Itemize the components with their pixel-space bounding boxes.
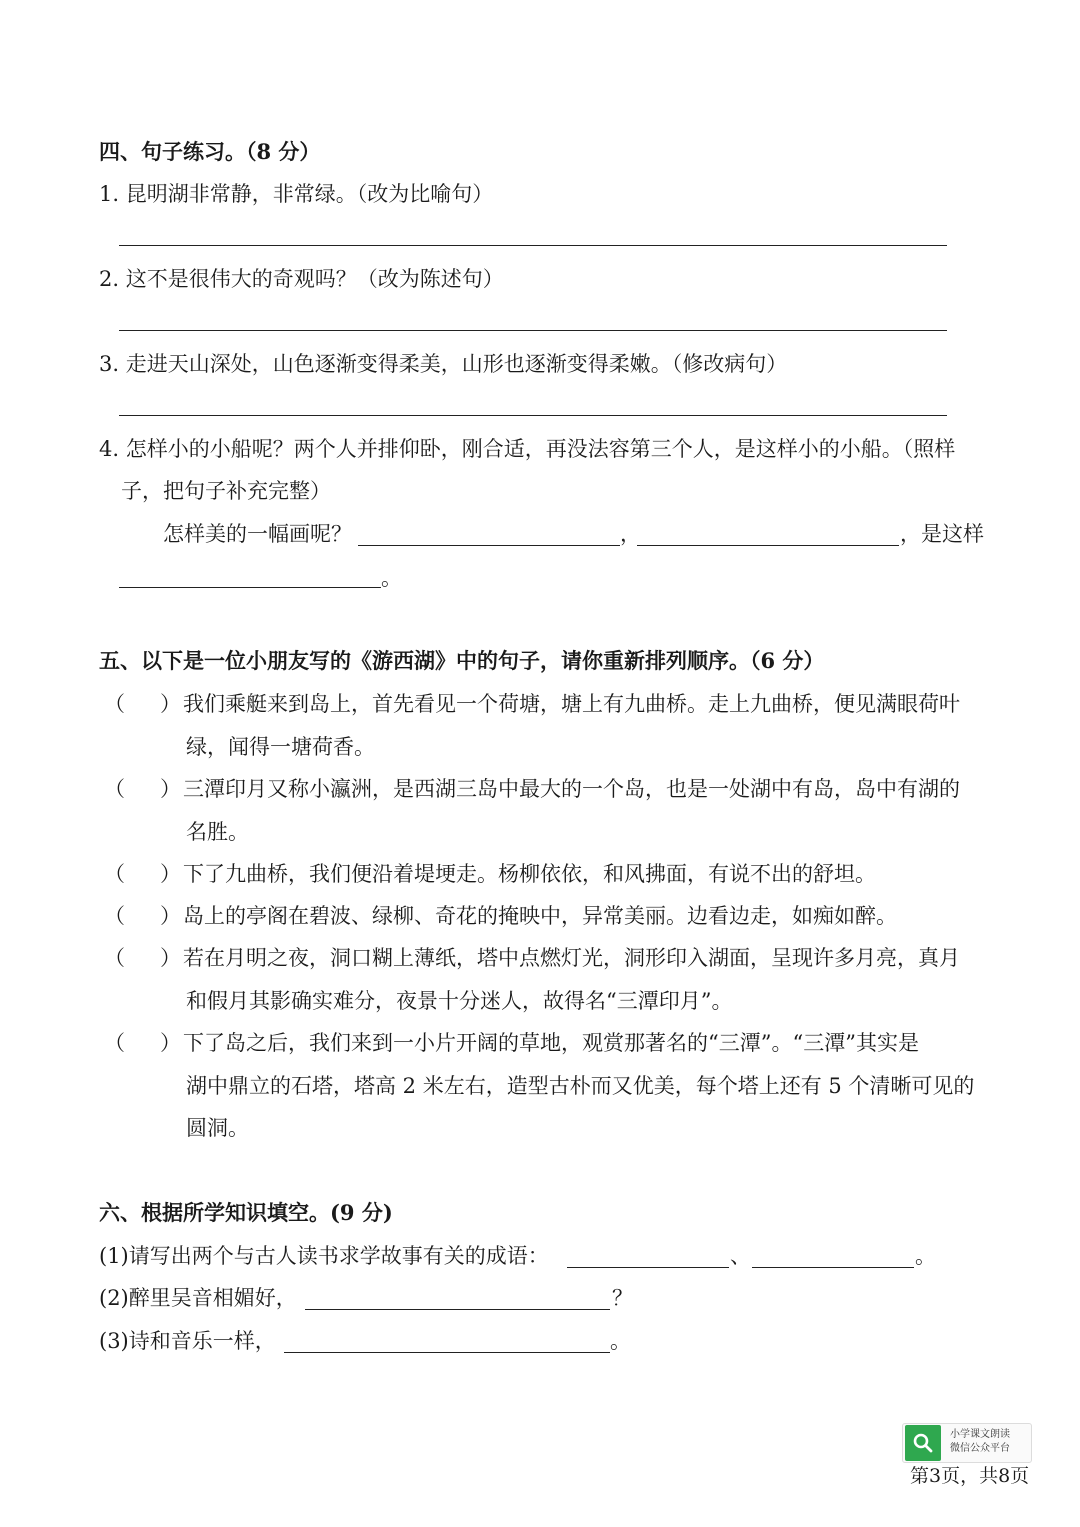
order-paren-open: （ <box>104 946 125 970</box>
order-paren-open: （ <box>104 692 125 716</box>
order-item-text: 名胜。 <box>186 820 249 844</box>
question-4-end: 。 <box>381 566 402 590</box>
order-item-text: 圆洞。 <box>186 1116 249 1140</box>
fill-question-1-sep: 、 <box>730 1244 751 1268</box>
order-answer-box[interactable] <box>124 1031 164 1055</box>
fill-question-2: (2)醉里吴音相媚好， <box>99 1286 297 1310</box>
order-answer-box[interactable] <box>124 777 164 801</box>
section6-heading: 六、根据所学知识填空。(9 分) <box>99 1200 393 1225</box>
order-paren-open: （ <box>104 1031 125 1055</box>
question-1-text: 1. 昆明湖非常静，非常绿。（改为比喻句） <box>99 182 494 206</box>
section5-heading: 五、以下是一位小朋友写的《游西湖》中的句子，请你重新排列顺序。（6 分） <box>99 648 825 673</box>
answer-line-1[interactable] <box>119 245 947 246</box>
order-item-text: 绿，闻得一塘荷香。 <box>186 735 375 759</box>
answer-blank-4b[interactable] <box>637 545 899 546</box>
watermark-line-1: 小学课文朗读 <box>950 1429 1010 1440</box>
fill-question-1: (1)请写出两个与古人读书求学故事有关的成语： <box>99 1244 549 1268</box>
order-paren-open: （ <box>104 777 125 801</box>
answer-blank-6-1a[interactable] <box>567 1267 729 1268</box>
answer-line-3[interactable] <box>119 415 947 416</box>
page-number: 第3页，共8页 <box>910 1465 1030 1487</box>
search-icon <box>905 1425 941 1461</box>
answer-blank-6-3[interactable] <box>284 1352 610 1353</box>
order-paren-close: ） <box>160 904 181 928</box>
order-paren-close: ） <box>160 946 181 970</box>
question-4-line-1: 4. 怎样小的小船呢？两个人并排仰卧，刚合适，再没法容第三个人，是这样小的小船。（照样 <box>99 437 956 461</box>
order-item-text: 湖中鼎立的石塔，塔高 2 米左右，造型古朴而又优美，每个塔上还有 5 个清晰可见的 <box>186 1074 975 1098</box>
order-item-text: 下了岛之后，我们来到一小片开阔的草地，观赏那著名的“三潭”。“三潭”其实是 <box>183 1031 919 1055</box>
order-answer-box[interactable] <box>124 946 164 970</box>
answer-blank-6-2[interactable] <box>305 1309 610 1310</box>
fill-question-1-end: 。 <box>915 1244 936 1268</box>
wechat-watermark <box>902 1423 1032 1463</box>
order-paren-close: ） <box>160 777 181 801</box>
question-3-text: 3. 走进天山深处，山色逐渐变得柔美，山形也逐渐变得柔嫩。（修改病句） <box>99 352 788 376</box>
question-4-comma: ， <box>620 522 641 546</box>
order-answer-box[interactable] <box>124 692 164 716</box>
order-paren-open: （ <box>104 904 125 928</box>
answer-blank-6-1b[interactable] <box>752 1267 914 1268</box>
order-item-text: 和假月其影确实难分，夜景十分迷人，故得名“三潭印月”。 <box>186 989 733 1013</box>
order-item-text: 三潭印月又称小瀛洲，是西湖三岛中最大的一个岛，也是一处湖中有岛，岛中有湖的 <box>183 777 960 801</box>
question-4-line-2: 子，把句子补充完整） <box>121 479 331 503</box>
fill-question-2-end: ？ <box>612 1286 633 1310</box>
order-item-text: 若在月明之夜，洞口糊上薄纸，塔中点燃灯光，洞形印入湖面，呈现许多月亮，真月 <box>183 946 960 970</box>
fill-question-3-end: 。 <box>610 1329 631 1353</box>
question-4-tail: ，是这样 <box>900 522 984 546</box>
order-item-text: 岛上的亭阁在碧波、绿柳、奇花的掩映中，异常美丽。边看边走，如痴如醉。 <box>183 904 897 928</box>
section4-heading: 四、句子练习。（8 分） <box>99 139 321 164</box>
question-2-text: 2. 这不是很伟大的奇观吗？（改为陈述句） <box>99 267 504 291</box>
watermark-line-2: 微信公众平台 <box>950 1443 1010 1454</box>
order-item-text: 下了九曲桥，我们便沿着堤埂走。杨柳依依，和风拂面，有说不出的舒坦。 <box>183 862 876 886</box>
order-answer-box[interactable] <box>124 904 164 928</box>
order-paren-open: （ <box>104 862 125 886</box>
order-paren-close: ） <box>160 862 181 886</box>
answer-blank-4c[interactable] <box>119 587 381 588</box>
order-paren-close: ） <box>160 1031 181 1055</box>
order-paren-close: ） <box>160 692 181 716</box>
fill-question-3: (3)诗和音乐一样， <box>99 1329 276 1353</box>
answer-blank-4a[interactable] <box>358 545 620 546</box>
answer-line-2[interactable] <box>119 330 947 331</box>
question-4-prompt: 怎样美的一幅画呢？ <box>163 522 352 546</box>
order-item-text: 我们乘艇来到岛上，首先看见一个荷塘，塘上有九曲桥。走上九曲桥，便见满眼荷叶 <box>183 692 960 716</box>
order-answer-box[interactable] <box>124 862 164 886</box>
